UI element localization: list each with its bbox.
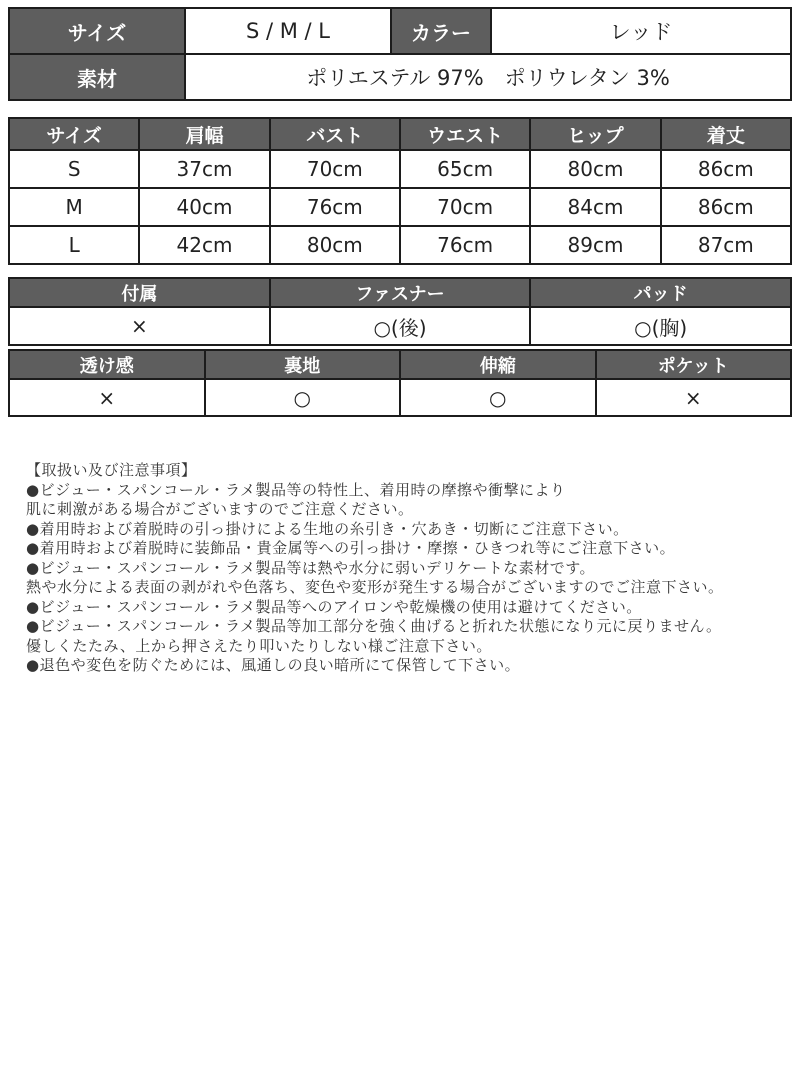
col-header-bust: バスト <box>270 118 400 150</box>
measurements-table <box>8 117 792 265</box>
notes-line: ●着用時および着脱時に装飾品・貴金属等への引っ掛け・摩擦・ひきつれ等にご注意下さい。 <box>26 539 676 557</box>
col-header-pad: パッド <box>530 278 791 307</box>
cell-length: 87cm <box>661 226 791 264</box>
cell-shoulder: 42cm <box>139 226 269 264</box>
accessories-header-row <box>9 278 791 307</box>
cell-hip: 84cm <box>530 188 660 226</box>
col-header-hip: ヒップ <box>530 118 660 150</box>
cell-length: 86cm <box>661 150 791 188</box>
color-label: カラー <box>391 8 491 54</box>
cell-length: 86cm <box>661 188 791 226</box>
cell-waist: 65cm <box>400 150 530 188</box>
size-color-row <box>9 8 791 54</box>
notes-line: ●ビジュー・スパンコール・ラメ製品等は熱や水分に弱いデリケートな素材です。 <box>26 558 596 577</box>
size-label: サイズ <box>9 8 185 54</box>
col-header-lining: 裏地 <box>205 350 401 379</box>
accessories-table <box>8 277 792 346</box>
cell-accessory: × <box>9 307 270 345</box>
col-header-sheerness: 透け感 <box>9 350 205 379</box>
features-value-row <box>9 379 791 416</box>
cell-pad: ○(胸) <box>530 307 791 345</box>
size-color-material-table <box>8 7 792 101</box>
notes-line: ●ビジュー・スパンコール・ラメ製品等の特性上、着用時の摩擦や衝撃により <box>26 480 566 499</box>
accessories-value-row <box>9 307 791 345</box>
cell-pocket: × <box>596 379 792 416</box>
col-header-fastener: ファスナー <box>270 278 531 307</box>
cell-hip: 80cm <box>530 150 660 188</box>
col-header-shoulder: 肩幅 <box>139 118 269 150</box>
cell-waist: 70cm <box>400 188 530 226</box>
measurements-header-row <box>9 118 791 150</box>
col-header-pocket: ポケット <box>596 350 792 379</box>
notes-line: 肌に刺激がある場合がございますのでご注意ください。 <box>26 500 414 518</box>
table-row-s <box>9 150 791 188</box>
cell-shoulder: 40cm <box>139 188 269 226</box>
notes-line: ●退色や変色を防ぐためには、風通しの良い暗所にて保管して下さい。 <box>26 656 521 674</box>
cell-size: L <box>9 226 139 264</box>
col-header-waist: ウエスト <box>400 118 530 150</box>
table-row-l <box>9 226 791 264</box>
notes-line: ●ビジュー・スパンコール・ラメ製品等へのアイロンや乾燥機の使用は避けてください。 <box>26 597 642 616</box>
col-header-accessory: 付属 <box>9 278 270 307</box>
cell-size: M <box>9 188 139 226</box>
cell-bust: 70cm <box>270 150 400 188</box>
material-value: ポリエステル 97% ポリウレタン 3% <box>185 54 791 100</box>
color-value: レッド <box>491 8 791 54</box>
notes-line: 熱や水分による表面の剥がれや色落ち、変色や変形が発生する場合がございますのでご注意下さい。 <box>26 578 724 596</box>
table-row-m <box>9 188 791 226</box>
notes-title: 【取扱い及び注意事項】 <box>26 461 197 479</box>
cell-bust: 76cm <box>270 188 400 226</box>
material-row <box>9 54 791 100</box>
cell-shoulder: 37cm <box>139 150 269 188</box>
cell-bust: 80cm <box>270 226 400 264</box>
material-label: 素材 <box>9 54 185 100</box>
cell-lining: ○ <box>205 379 401 416</box>
cell-size: S <box>9 150 139 188</box>
cell-stretch: ○ <box>400 379 596 416</box>
col-header-stretch: 伸縮 <box>400 350 596 379</box>
handling-notes <box>26 461 782 676</box>
cell-fastener: ○(後) <box>270 307 531 345</box>
notes-line: 優しくたたみ、上から押さえたり叩いたりしない様ご注意下さい。 <box>26 636 492 655</box>
fabric-features-table <box>8 349 792 417</box>
notes-line: ●着用時および着脱時の引っ掛けによる生地の糸引き・穴あき・切断にご注意下さい。 <box>26 519 629 538</box>
cell-sheerness: × <box>9 379 205 416</box>
notes-line: ●ビジュー・スパンコール・ラメ製品等加工部分を強く曲げると折れた状態になり元に戻りません。 <box>26 617 722 635</box>
size-value: S / M / L <box>185 8 391 54</box>
col-header-length: 着丈 <box>661 118 791 150</box>
col-header-size: サイズ <box>9 118 139 150</box>
cell-waist: 76cm <box>400 226 530 264</box>
cell-hip: 89cm <box>530 226 660 264</box>
features-header-row <box>9 350 791 379</box>
